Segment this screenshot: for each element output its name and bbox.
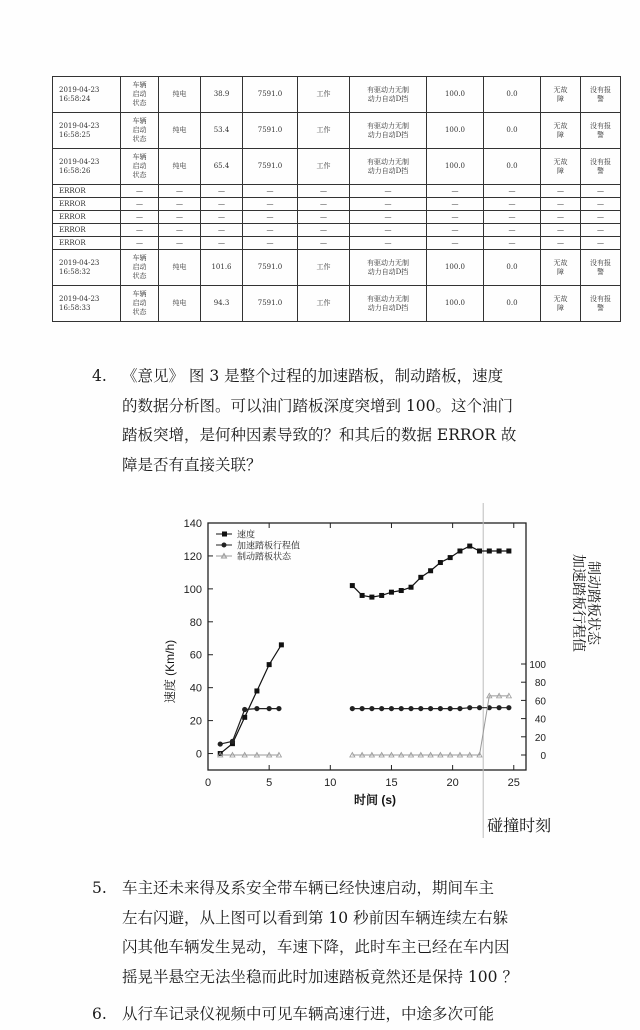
- table-cell-speed: 38.9: [201, 77, 243, 113]
- cell-line: 车辆: [132, 254, 147, 262]
- table-cell-dash: —: [581, 237, 621, 250]
- accel-point: [379, 706, 384, 711]
- y-tick-label: 40: [189, 682, 202, 695]
- paragraph-line: 左右闪避，从上图可以看到第 10 秒前因车辆连续左右躲: [122, 908, 509, 927]
- paragraph-number: 5.: [92, 879, 107, 897]
- table-cell-dash: —: [427, 185, 484, 198]
- table-cell-mileage: 7591.0: [243, 149, 298, 185]
- table-cell-dash: —: [201, 224, 243, 237]
- speed-point: [467, 544, 472, 549]
- table-cell-gear: [350, 250, 427, 286]
- right-tick-label: 40: [534, 714, 546, 726]
- table-cell-power: 纯电: [159, 113, 201, 149]
- cell-line: 16:58:33: [59, 303, 91, 312]
- table-cell-dash: —: [541, 211, 581, 224]
- table-cell-time: ERROR: [53, 198, 121, 211]
- table-cell-state: [121, 149, 159, 185]
- cell-line: 障: [557, 303, 564, 312]
- cell-line: 2019-04-23: [59, 258, 100, 267]
- table-row: [53, 113, 621, 149]
- x-tick-label: 20: [446, 777, 459, 789]
- accel-point: [418, 706, 423, 711]
- speed-point: [389, 590, 394, 595]
- table-cell-dash: —: [243, 237, 298, 250]
- cell-line: 障: [557, 267, 564, 276]
- table-cell-brake: 0.0: [484, 250, 541, 286]
- accel-point: [506, 705, 511, 710]
- cell-line: 启动: [132, 263, 147, 271]
- table-cell-dash: —: [484, 198, 541, 211]
- table-cell-dash: —: [541, 198, 581, 211]
- table-cell-status: 工作: [298, 149, 350, 185]
- table-cell-time: ERROR: [53, 237, 121, 250]
- table-cell-power: 纯电: [159, 250, 201, 286]
- cell-line: 车辆: [132, 290, 147, 298]
- cell-line: 没有报: [590, 258, 611, 267]
- table-cell-dash: —: [159, 237, 201, 250]
- table-cell-time: ERROR: [53, 224, 121, 237]
- speed-point: [350, 583, 355, 588]
- table-cell-mileage: 7591.0: [243, 250, 298, 286]
- table-cell-fault: [541, 113, 581, 149]
- speed-point: [267, 662, 272, 667]
- accel-point: [369, 706, 374, 711]
- table-cell-dash: —: [121, 211, 159, 224]
- table-cell-state: [121, 250, 159, 286]
- table-cell-state: [121, 286, 159, 322]
- cell-line: 车辆: [132, 117, 147, 125]
- table-row: [53, 149, 621, 185]
- table-cell-dash: —: [243, 185, 298, 198]
- speed-point: [279, 642, 284, 647]
- table-cell-status: 工作: [298, 286, 350, 322]
- accel-point: [267, 706, 272, 711]
- x-axis-label: 时间 (s): [353, 793, 397, 807]
- table-cell-gear: [350, 113, 427, 149]
- table-cell-alarm: [581, 149, 621, 185]
- series-line: [220, 645, 281, 754]
- cell-line: 车辆: [132, 153, 147, 161]
- cell-line: 警: [597, 303, 604, 312]
- table-cell-dash: —: [159, 211, 201, 224]
- table-cell-dash: —: [350, 185, 427, 198]
- table-row: [53, 286, 621, 322]
- accel-point: [360, 706, 365, 711]
- table-cell-power: 纯电: [159, 77, 201, 113]
- table-cell-fault: [541, 286, 581, 322]
- paragraph-line: 车主还未来得及系安全带车辆已经快速启动，期间车主: [122, 879, 495, 897]
- table-cell-brake: 0.0: [484, 149, 541, 185]
- paragraph-4: [92, 362, 592, 480]
- table-cell-dash: —: [350, 224, 427, 237]
- cell-line: 启动: [132, 90, 147, 98]
- table-cell-dash: —: [243, 211, 298, 224]
- cell-line: 有驱动力无制: [367, 121, 409, 130]
- table-row: [53, 198, 621, 211]
- cell-line: 有驱动力无制: [367, 258, 409, 267]
- speed-point: [497, 548, 502, 553]
- table-cell-power: 纯电: [159, 149, 201, 185]
- speed-point: [457, 548, 462, 553]
- table-cell-mileage: 7591.0: [243, 113, 298, 149]
- right-tick-label: 80: [534, 678, 546, 690]
- x-tick-label: 5: [266, 777, 273, 789]
- cell-line: 状态: [132, 135, 147, 143]
- cell-line: 没有报: [590, 85, 611, 94]
- paragraph-line: 《意见》 图 3 是整个过程的加速踏板，制动踏板，速度: [122, 367, 504, 385]
- right-tick-label: 0: [540, 751, 546, 762]
- y-axis-label: 速度 (Km/h): [163, 639, 177, 704]
- table-cell-dash: —: [541, 224, 581, 237]
- accel-point: [218, 741, 223, 746]
- collision-annotation: 碰撞时刻: [487, 818, 552, 835]
- table-cell-dash: —: [298, 198, 350, 211]
- table-cell-gear: [350, 286, 427, 322]
- table-cell-status: 工作: [298, 77, 350, 113]
- speed-point: [399, 588, 404, 593]
- table-cell-dash: —: [298, 211, 350, 224]
- table-cell-time: [53, 286, 121, 322]
- cell-line: 2019-04-23: [59, 294, 100, 303]
- x-tick-label: 0: [204, 777, 212, 789]
- table-row: [53, 185, 621, 198]
- cell-line: 警: [597, 94, 604, 103]
- table-cell-accel: 100.0: [427, 149, 484, 185]
- cell-line: 2019-04-23: [59, 157, 100, 166]
- table-cell-accel: 100.0: [427, 113, 484, 149]
- right-tick-label: 20: [534, 732, 546, 744]
- table-cell-accel: 100.0: [427, 286, 484, 322]
- cell-line: 没有报: [590, 157, 611, 166]
- cell-line: 警: [597, 130, 604, 139]
- pedal-speed-chart: [160, 503, 610, 843]
- cell-line: 无故: [553, 157, 568, 166]
- x-tick-label: 10: [324, 777, 337, 789]
- table-cell-dash: —: [121, 198, 159, 211]
- table-cell-speed: 101.6: [201, 250, 243, 286]
- paragraph-number: 6.: [92, 1005, 107, 1023]
- table-cell-dash: —: [581, 185, 621, 198]
- table-cell-dash: —: [350, 211, 427, 224]
- accel-point: [254, 706, 259, 711]
- accel-point: [457, 706, 462, 711]
- table-cell-status: 工作: [298, 113, 350, 149]
- cell-line: 动力自动D挡: [367, 166, 409, 175]
- table-cell-time: [53, 113, 121, 149]
- cell-line: 状态: [132, 272, 147, 280]
- table-cell-dash: —: [201, 198, 243, 211]
- cell-line: 障: [557, 166, 564, 175]
- table-cell-dash: —: [427, 237, 484, 250]
- y-tick-label: 60: [189, 649, 202, 662]
- table-cell-alarm: [581, 113, 621, 149]
- paragraph-line: 的数据分析图。可以油门踏板深度突增到 100。这个油门: [122, 396, 514, 415]
- table-row: [53, 237, 621, 250]
- cell-line: 启动: [132, 126, 147, 134]
- accel-point: [399, 706, 404, 711]
- table-cell-dash: —: [201, 237, 243, 250]
- cell-line: 动力自动D挡: [367, 267, 409, 276]
- table-cell-dash: —: [201, 185, 243, 198]
- speed-point: [379, 593, 384, 598]
- table-cell-dash: —: [298, 185, 350, 198]
- table-cell-dash: —: [484, 224, 541, 237]
- speed-point: [477, 548, 482, 553]
- table-cell-speed: 65.4: [201, 149, 243, 185]
- cell-line: 16:58:25: [59, 130, 91, 139]
- cell-line: 警: [597, 267, 604, 276]
- cell-line: 无故: [553, 294, 568, 303]
- accel-point: [230, 739, 235, 744]
- table-cell-time: ERROR: [53, 185, 121, 198]
- table-cell-time: [53, 77, 121, 113]
- cell-line: 车辆: [132, 81, 147, 89]
- legend-marker: [222, 543, 227, 548]
- y-tick-label: 80: [189, 616, 202, 629]
- y-tick-label: 120: [183, 550, 202, 563]
- table-cell-dash: —: [581, 211, 621, 224]
- cell-line: 启动: [132, 162, 147, 170]
- cell-line: 无故: [553, 85, 568, 94]
- table-cell-dash: —: [159, 224, 201, 237]
- speed-point: [409, 585, 414, 590]
- y-tick-label: 140: [183, 518, 202, 530]
- series-line: [220, 709, 279, 744]
- accel-point: [242, 707, 247, 712]
- cell-line: 16:58:26: [59, 166, 91, 175]
- table-cell-dash: —: [541, 237, 581, 250]
- table-cell-dash: —: [427, 224, 484, 237]
- accel-point: [467, 705, 472, 710]
- paragraph-line: 踏板突增，是何种因素导致的？和其后的数据 ERROR 故: [122, 426, 517, 445]
- paragraph-number: 4.: [92, 367, 107, 385]
- table-cell-fault: [541, 149, 581, 185]
- paragraph-line: 闪其他车辆发生晃动，车速下降，此时车主已经在车内因: [122, 938, 510, 957]
- legend-entry: 速度: [237, 529, 256, 540]
- legend-entry: 加速踏板行程值: [237, 540, 301, 551]
- table-cell-dash: —: [484, 211, 541, 224]
- legend-entry: 制动踏板状态: [237, 551, 292, 562]
- paragraph-6: [92, 1000, 592, 1030]
- table-row: [53, 211, 621, 224]
- cell-line: 无故: [553, 121, 568, 130]
- x-tick-label: 25: [507, 777, 520, 789]
- y-tick-label: 100: [183, 583, 202, 596]
- cell-line: 动力自动D挡: [367, 130, 409, 139]
- cell-line: 状态: [132, 171, 147, 179]
- cell-line: 2019-04-23: [59, 121, 100, 130]
- cell-line: 状态: [132, 308, 147, 316]
- accel-point: [408, 706, 413, 711]
- speed-point: [487, 548, 492, 553]
- y-tick-label: 0: [195, 748, 202, 761]
- cell-line: 16:58:24: [59, 94, 91, 103]
- speed-point: [254, 688, 259, 693]
- cell-line: 状态: [132, 99, 147, 107]
- table-cell-alarm: [581, 286, 621, 322]
- cell-line: 障: [557, 94, 564, 103]
- paragraph-line: 障是否有直接关联？: [122, 455, 262, 474]
- table-cell-fault: [541, 77, 581, 113]
- table-body: [53, 77, 621, 322]
- table-cell-accel: 100.0: [427, 77, 484, 113]
- accel-point: [350, 706, 355, 711]
- table-cell-brake: 0.0: [484, 286, 541, 322]
- accel-point: [428, 706, 433, 711]
- right-tick-label: 100: [529, 660, 546, 671]
- accel-point: [477, 705, 482, 710]
- table-row: [53, 77, 621, 113]
- accel-point: [389, 706, 394, 711]
- cell-line: 动力自动D挡: [367, 303, 409, 312]
- right-axis-label: 加速踏板行程值: [571, 554, 587, 652]
- accel-point: [276, 706, 281, 711]
- table-cell-dash: —: [581, 224, 621, 237]
- table-cell-brake: 0.0: [484, 113, 541, 149]
- table-cell-dash: —: [581, 198, 621, 211]
- cell-line: 2019-04-23: [59, 85, 100, 94]
- speed-point: [428, 568, 433, 573]
- accel-point: [438, 706, 443, 711]
- accel-point: [496, 705, 501, 710]
- table-cell-mileage: 7591.0: [243, 77, 298, 113]
- table-cell-dash: —: [298, 237, 350, 250]
- table-cell-dash: —: [350, 237, 427, 250]
- table-cell-power: 纯电: [159, 286, 201, 322]
- table-cell-gear: [350, 77, 427, 113]
- speed-point: [506, 548, 511, 553]
- table-cell-accel: 100.0: [427, 250, 484, 286]
- speed-point: [418, 575, 423, 580]
- x-tick-label: 15: [385, 777, 398, 789]
- table-cell-speed: 94.3: [201, 286, 243, 322]
- right-axis-label: 制动踏板状态: [586, 561, 602, 645]
- table-cell-gear: [350, 149, 427, 185]
- table-cell-dash: —: [243, 198, 298, 211]
- cell-line: 有驱动力无制: [367, 294, 409, 303]
- table-cell-state: [121, 77, 159, 113]
- speed-point: [360, 593, 365, 598]
- table-cell-dash: —: [159, 198, 201, 211]
- table-cell-brake: 0.0: [484, 77, 541, 113]
- table-cell-dash: —: [121, 185, 159, 198]
- table-cell-dash: —: [484, 237, 541, 250]
- right-tick-label: 60: [534, 696, 546, 708]
- table-cell-time: ERROR: [53, 211, 121, 224]
- cell-line: 动力自动D挡: [367, 94, 409, 103]
- plot-area: [162, 503, 602, 838]
- speed-point: [438, 560, 443, 565]
- table-cell-dash: —: [427, 198, 484, 211]
- cell-line: 无故: [553, 258, 568, 267]
- table-cell-alarm: [581, 250, 621, 286]
- cell-line: 启动: [132, 299, 147, 307]
- table-cell-alarm: [581, 77, 621, 113]
- table-cell-time: [53, 250, 121, 286]
- table-cell-dash: —: [350, 198, 427, 211]
- cell-line: 有驱动力无制: [367, 157, 409, 166]
- table-cell-fault: [541, 250, 581, 286]
- table-cell-status: 工作: [298, 250, 350, 286]
- table-cell-state: [121, 113, 159, 149]
- cell-line: 警: [597, 166, 604, 175]
- y-tick-label: 20: [189, 715, 202, 728]
- speed-point: [448, 555, 453, 560]
- table-row: [53, 224, 621, 237]
- table-cell-dash: —: [121, 237, 159, 250]
- data-table: [52, 76, 621, 322]
- legend-marker: [222, 532, 227, 537]
- table-cell-dash: —: [159, 185, 201, 198]
- cell-line: 没有报: [590, 121, 611, 130]
- paragraph-line: 摇晃半悬空无法坐稳而此时加速踏板竟然还是保持 100 ？: [122, 967, 518, 986]
- table-cell-dash: —: [541, 185, 581, 198]
- table-cell-dash: —: [121, 224, 159, 237]
- speed-point: [369, 595, 374, 600]
- cell-line: 没有报: [590, 294, 611, 303]
- accel-point: [448, 706, 453, 711]
- table-cell-dash: —: [243, 224, 298, 237]
- table-cell-dash: —: [484, 185, 541, 198]
- series-line: [352, 696, 509, 755]
- table-cell-dash: —: [298, 224, 350, 237]
- table-cell-dash: —: [201, 211, 243, 224]
- table-row: [53, 250, 621, 286]
- table-cell-speed: 53.4: [201, 113, 243, 149]
- table-cell-dash: —: [427, 211, 484, 224]
- cell-line: 障: [557, 130, 564, 139]
- cell-line: 有驱动力无制: [367, 85, 409, 94]
- table-cell-mileage: 7591.0: [243, 286, 298, 322]
- cell-line: 16:58:32: [59, 267, 91, 276]
- paragraph-5: [92, 874, 592, 992]
- table-cell-time: [53, 149, 121, 185]
- paragraph-line: 从行车记录仪视频中可见车辆高速行进，中途多次可能: [122, 1005, 495, 1023]
